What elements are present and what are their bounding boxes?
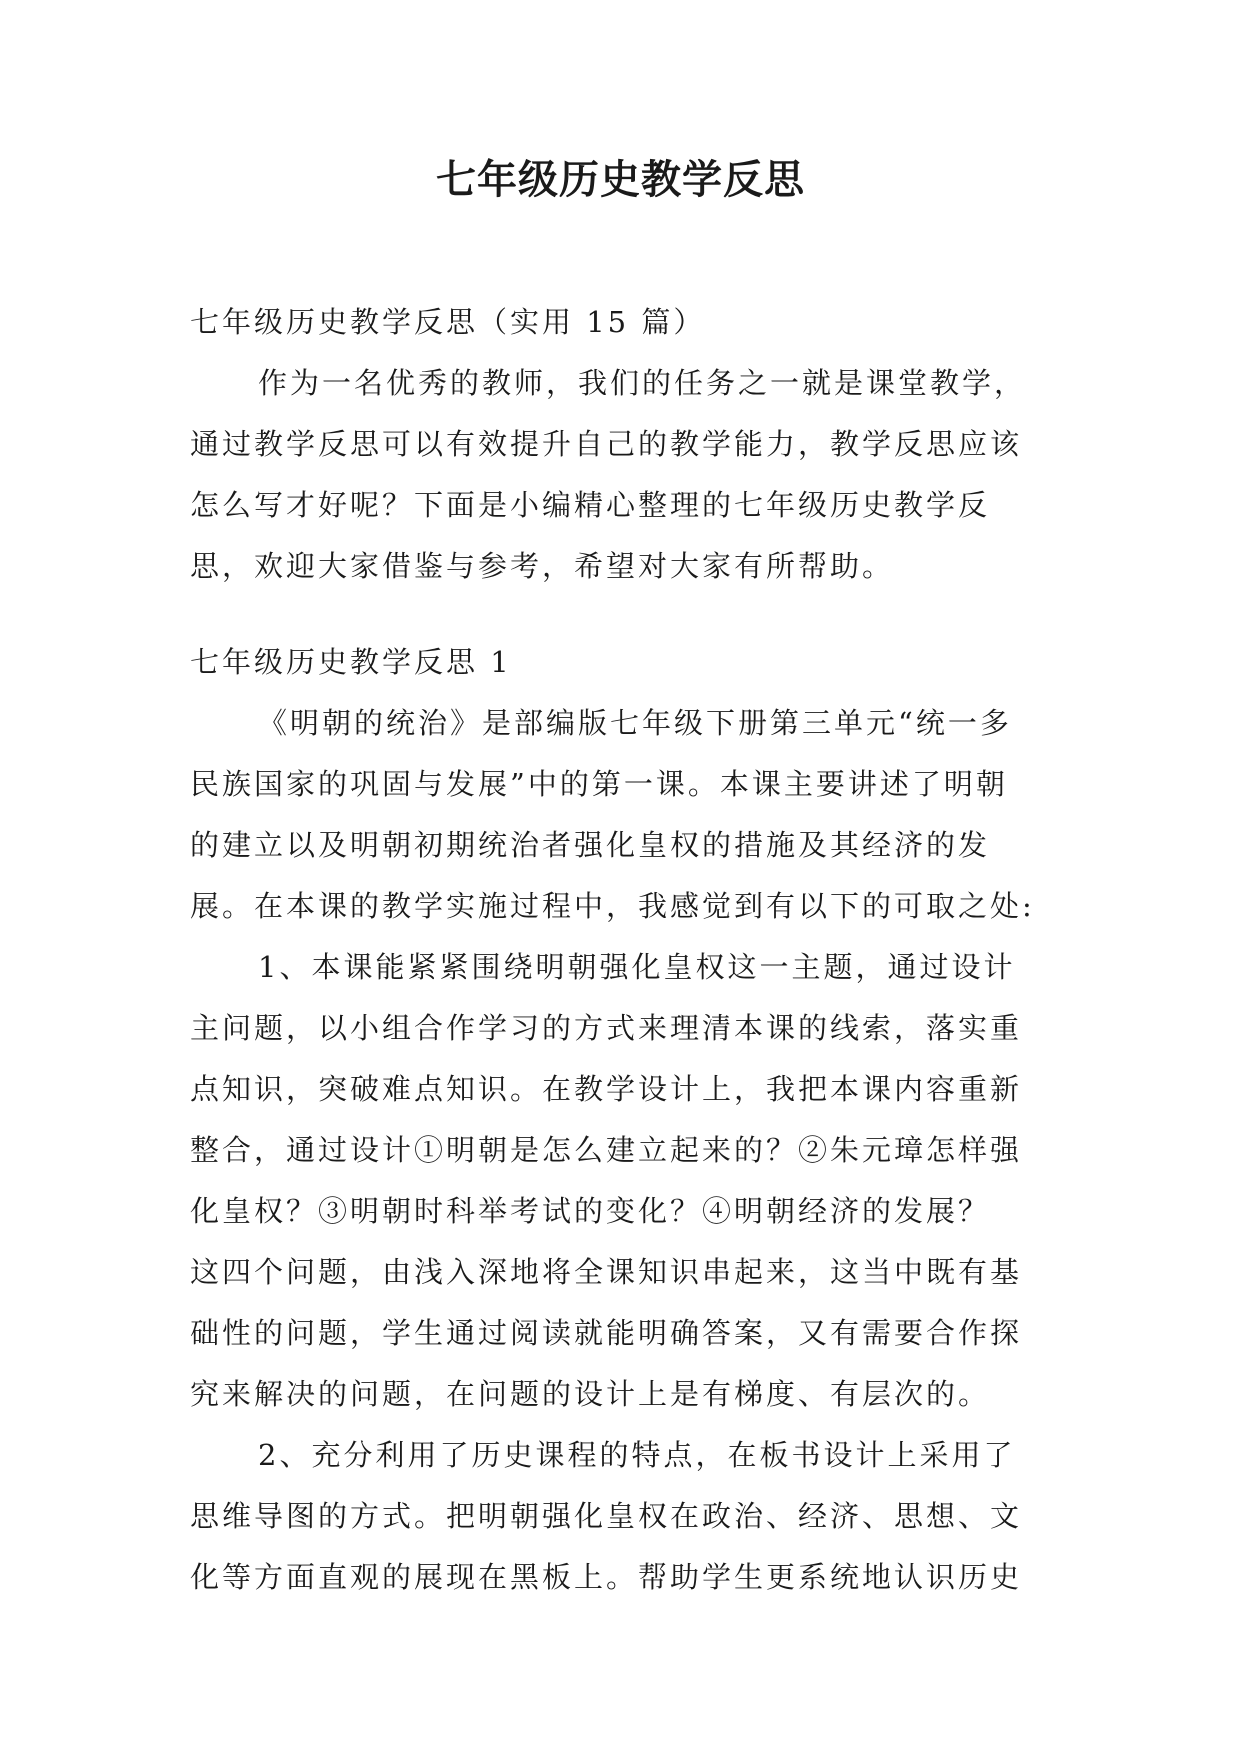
section-paragraph-3 — [190, 1425, 1054, 1608]
paragraph-line: 作为一名优秀的教师，我们的任务之一就是课堂教学， — [258, 366, 1027, 400]
section-paragraph-1 — [190, 693, 1054, 937]
paragraph-line: 础性的问题，学生通过阅读就能明确答案，又有需要合作探 — [190, 1316, 1023, 1350]
subtitle: 七年级历史教学反思（实用 15 篇） — [190, 305, 706, 339]
paragraph-line: 主问题，以小组合作学习的方式来理清本课的线索，落实重 — [190, 1011, 1023, 1045]
paragraph-line: 这四个问题，由浅入深地将全课知识串起来，这当中既有基 — [190, 1255, 1023, 1289]
document-body — [190, 292, 1054, 1608]
intro-paragraph — [190, 353, 1054, 597]
document-title: 七年级历史教学反思 — [436, 157, 805, 203]
paragraph-line: 点知识，突破难点知识。在教学设计上，我把本课内容重新 — [190, 1072, 1023, 1106]
paragraph-line: 思维导图的方式。把明朝强化皇权在政治、经济、思想、文 — [190, 1499, 1023, 1533]
paragraph-line: 1、本课能紧紧围绕明朝强化皇权这一主题，通过设计 — [258, 950, 1016, 984]
section-heading: 七年级历史教学反思 1 — [190, 645, 512, 679]
paragraph-line: 展。在本课的教学实施过程中，我感觉到有以下的可取之处: — [190, 889, 1035, 923]
paragraph-line: 民族国家的巩固与发展”中的第一课。本课主要讲述了明朝 — [190, 767, 1008, 801]
paragraph-line: 《明朝的统治》是部编版七年级下册第三单元“统一多 — [258, 706, 1012, 740]
paragraph-line: 思，欢迎大家借鉴与参考，希望对大家有所帮助。 — [190, 549, 895, 583]
paragraph-line: 通过教学反思可以有效提升自己的教学能力，教学反思应该 — [190, 427, 1023, 461]
paragraph-line: 2、充分利用了历史课程的特点，在板书设计上采用了 — [258, 1438, 1016, 1472]
paragraph-line: 怎么写才好呢？下面是小编精心整理的七年级历史教学反 — [190, 488, 991, 522]
section-gap — [190, 597, 1054, 632]
paragraph-line: 化皇权？③明朝时科举考试的变化？④明朝经济的发展？ — [190, 1194, 991, 1228]
paragraph-line: 化等方面直观的展现在黑板上。帮助学生更系统地认识历史 — [190, 1560, 1023, 1594]
paragraph-line: 的建立以及明朝初期统治者强化皇权的措施及其经济的发 — [190, 828, 991, 862]
section-paragraph-2 — [190, 937, 1054, 1425]
paragraph-line: 整合，通过设计①明朝是怎么建立起来的？②朱元璋怎样强 — [190, 1133, 1023, 1167]
paragraph-line: 究来解决的问题，在问题的设计上是有梯度、有层次的。 — [190, 1377, 991, 1411]
